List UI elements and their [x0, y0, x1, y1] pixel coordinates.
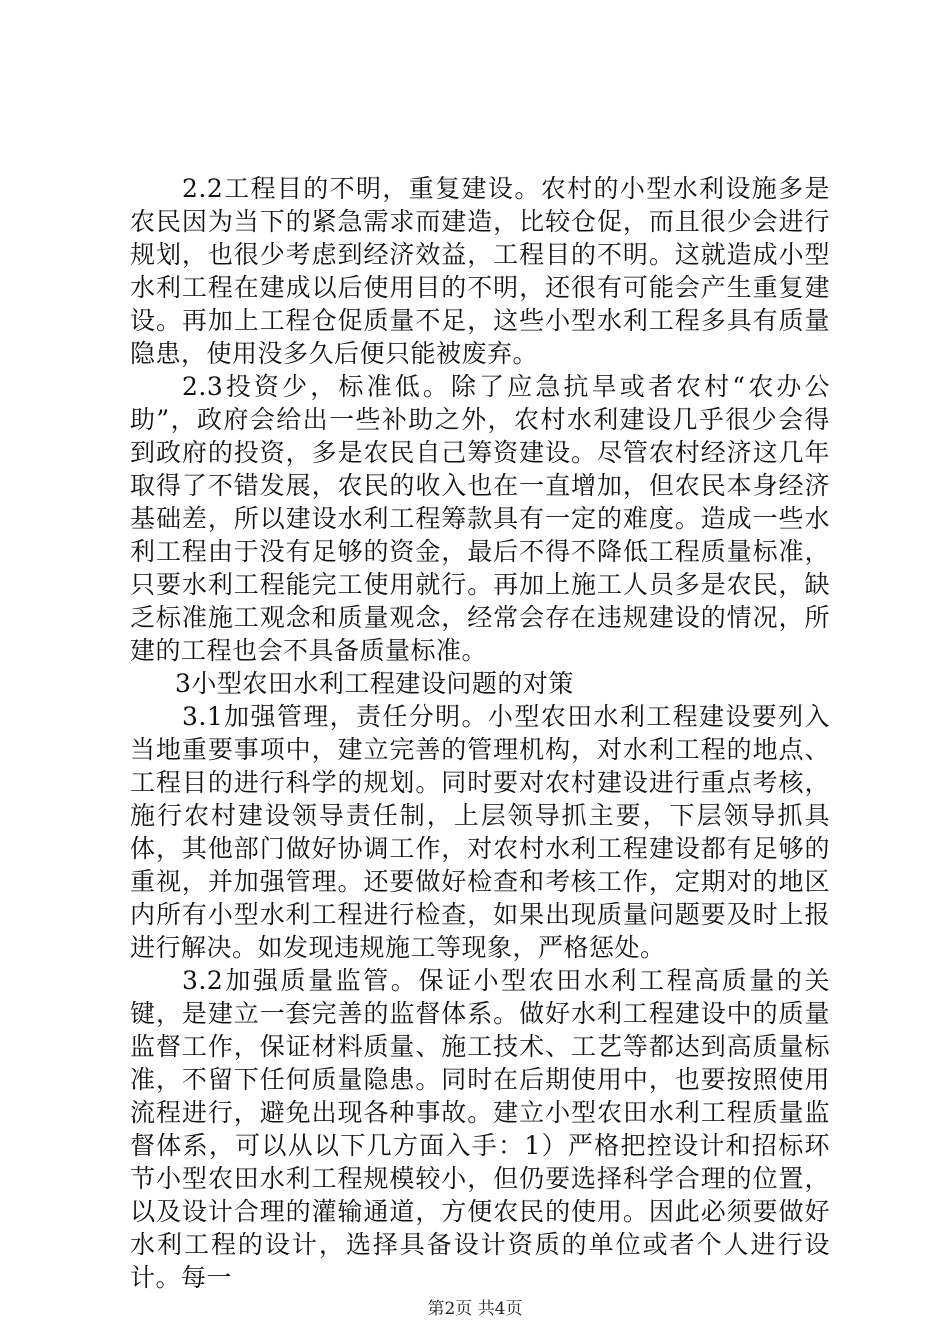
document-body: [130, 172, 830, 1294]
section-heading-3: 3小型农田水利工程建设问题的对策: [175, 669, 574, 698]
paragraph-2-2: 2.2工程目的不明，重复建设。农村的小型水利设施多是农民因为当下的紧急需求而建造，比较仓促，而且很少会进行规划，也很少考虑到经济效益，工程目的不明。这就造成小型水利工程在建成以后使用目的不明，还很有可能会产生重复建设。再加上工程仓促质量不足，这些小型水利工程多具有质量隐患，使用没多久后便只能被废弃。: [130, 174, 830, 368]
page-footer: 第2页 共4页: [427, 1299, 523, 1319]
paragraph-3-1: 3.1加强管理，责任分明。小型农田水利工程建设要列入当地重要事项中，建立完善的管理机构，对水利工程的地点、工程目的进行科学的规划。同时要对农村建设进行重点考核，施行农村建设领导责任制，上层领导抓主要，下层领导抓具体，其他部门做好协调工作，对农村水利工程建设都有足够的重视，并加强管理。还要做好检查和考核工作，定期对的地区内所有小型水利工程进行检查，如果出现质量问题要及时上报进行解决。如发现违规施工等现象，严格惩处。: [130, 702, 830, 962]
paragraph-3-2: 3.2加强质量监管。保证小型农田水利工程高质量的关键，是建立一套完善的监督体系。做好水利工程建设中的质量监督工作，保证材料质量、施工技术、工艺等都达到高质量标准，不留下任何质量隐患。同时在后期使用中，也要按照使用流程进行，避免出现各种事故。建立小型农田水利工程质量监督体系，可以从以下几方面入手：1）严格把控设计和招标环节小型农田水利工程规模较小，但仍要选择科学合理的位置，以及设计合理的灌输通道，方便农民的使用。因此必须要做好水利工程的设计，选择具备设计资质的单位或者个人进行设计。每一: [130, 966, 830, 1292]
paragraph-2-3: 2.3投资少，标准低。除了应急抗旱或者农村“农办公助”，政府会给出一些补助之外，农村水利建设几乎很少会得到政府的投资，多是农民自己筹资建设。尽管农村经济这几年取得了不错发展，农民的收入也在一直增加，但农民本身经济基础差，所以建设水利工程筹款具有一定的难度。造成一些水利工程由于没有足够的资金，最后不得不降低工程质量标准，只要水利工程能完工使用就行。再加上施工人员多是农民，缺乏标准施工观念和质量观念，经常会存在违规建设的情况，所建的工程也会不具备质量标准。: [130, 372, 830, 665]
